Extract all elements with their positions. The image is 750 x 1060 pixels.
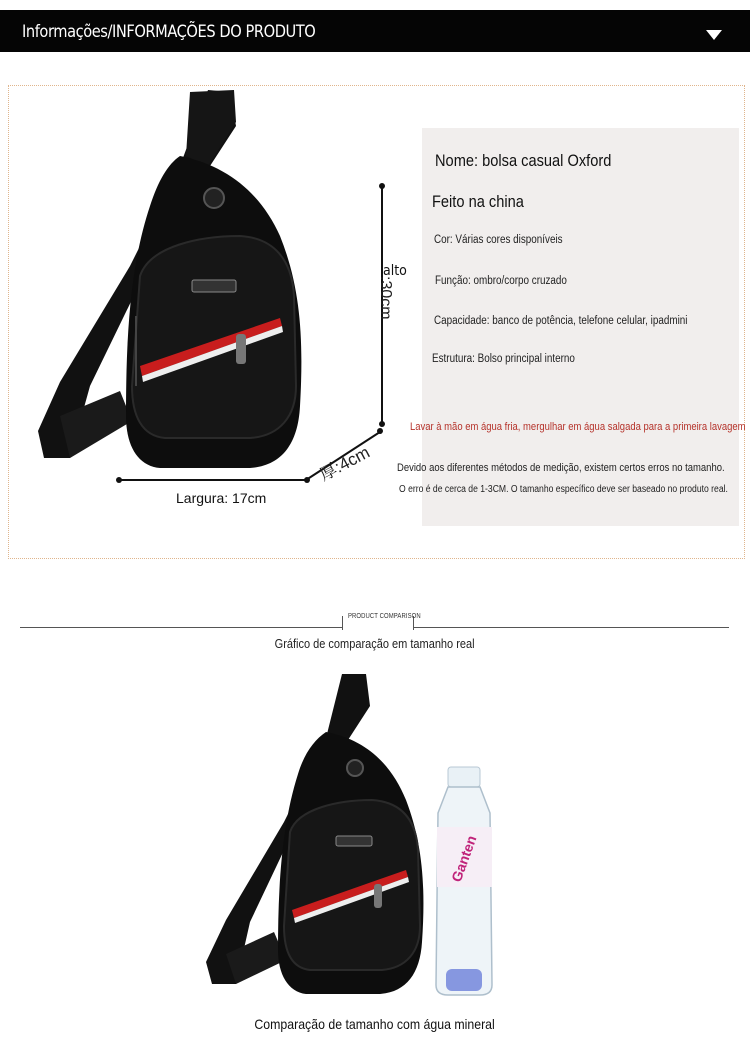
spec-note-1: Devido aos diferentes métodos de medição, existem certos erros no tamanho. bbox=[397, 462, 725, 474]
spec-color: Cor: Várias cores disponíveis bbox=[434, 234, 563, 246]
spec-care: Lavar à mão em água fria, mergulhar em água salgada para a primeira lavagem bbox=[410, 421, 746, 433]
comparison-divider-left bbox=[20, 627, 342, 628]
comparison-caption: Comparação de tamanho com água mineral bbox=[254, 1016, 496, 1032]
spec-capacity: Capacidade: banco de potência, telefone celular, ipadmini bbox=[434, 315, 688, 327]
depth-label: 厚:4cm bbox=[316, 442, 373, 485]
header-title: Informações/INFORMAÇÕES DO PRODUTO bbox=[22, 22, 316, 42]
comparison-title: Gráfico de comparação em tamanho real bbox=[275, 637, 475, 651]
spec-function: Função: ombro/corpo cruzado bbox=[435, 275, 567, 287]
width-line bbox=[119, 479, 307, 481]
bottle-brand-label: Ganten bbox=[448, 833, 480, 885]
spec-made-in: Feito na china bbox=[432, 192, 524, 211]
chevron-down-icon[interactable] bbox=[706, 30, 722, 40]
spec-name: Nome: bolsa casual Oxford bbox=[435, 151, 612, 170]
depth-end-dot bbox=[377, 428, 383, 434]
width-label: Largura: 17cm bbox=[176, 490, 267, 506]
spec-note-2: O erro é de cerca de 1-3CM. O tamanho específico deve ser baseado no produto real. bbox=[399, 484, 728, 495]
sling-bag-comparison-image bbox=[200, 672, 430, 1002]
height-label: alto bbox=[383, 263, 407, 279]
sling-bag-image bbox=[30, 86, 310, 476]
spec-structure: Estrutura: Bolso principal interno bbox=[432, 353, 575, 365]
comparison-small-label: PRODUCT COMPARISON bbox=[348, 613, 421, 620]
height-bottom-dot bbox=[379, 421, 385, 427]
comparison-divider-tick-left bbox=[342, 616, 343, 630]
water-bottle-image bbox=[430, 765, 500, 997]
comparison-divider-right bbox=[413, 627, 729, 628]
height-value: :30cm bbox=[377, 276, 394, 320]
header-bar bbox=[0, 10, 750, 52]
